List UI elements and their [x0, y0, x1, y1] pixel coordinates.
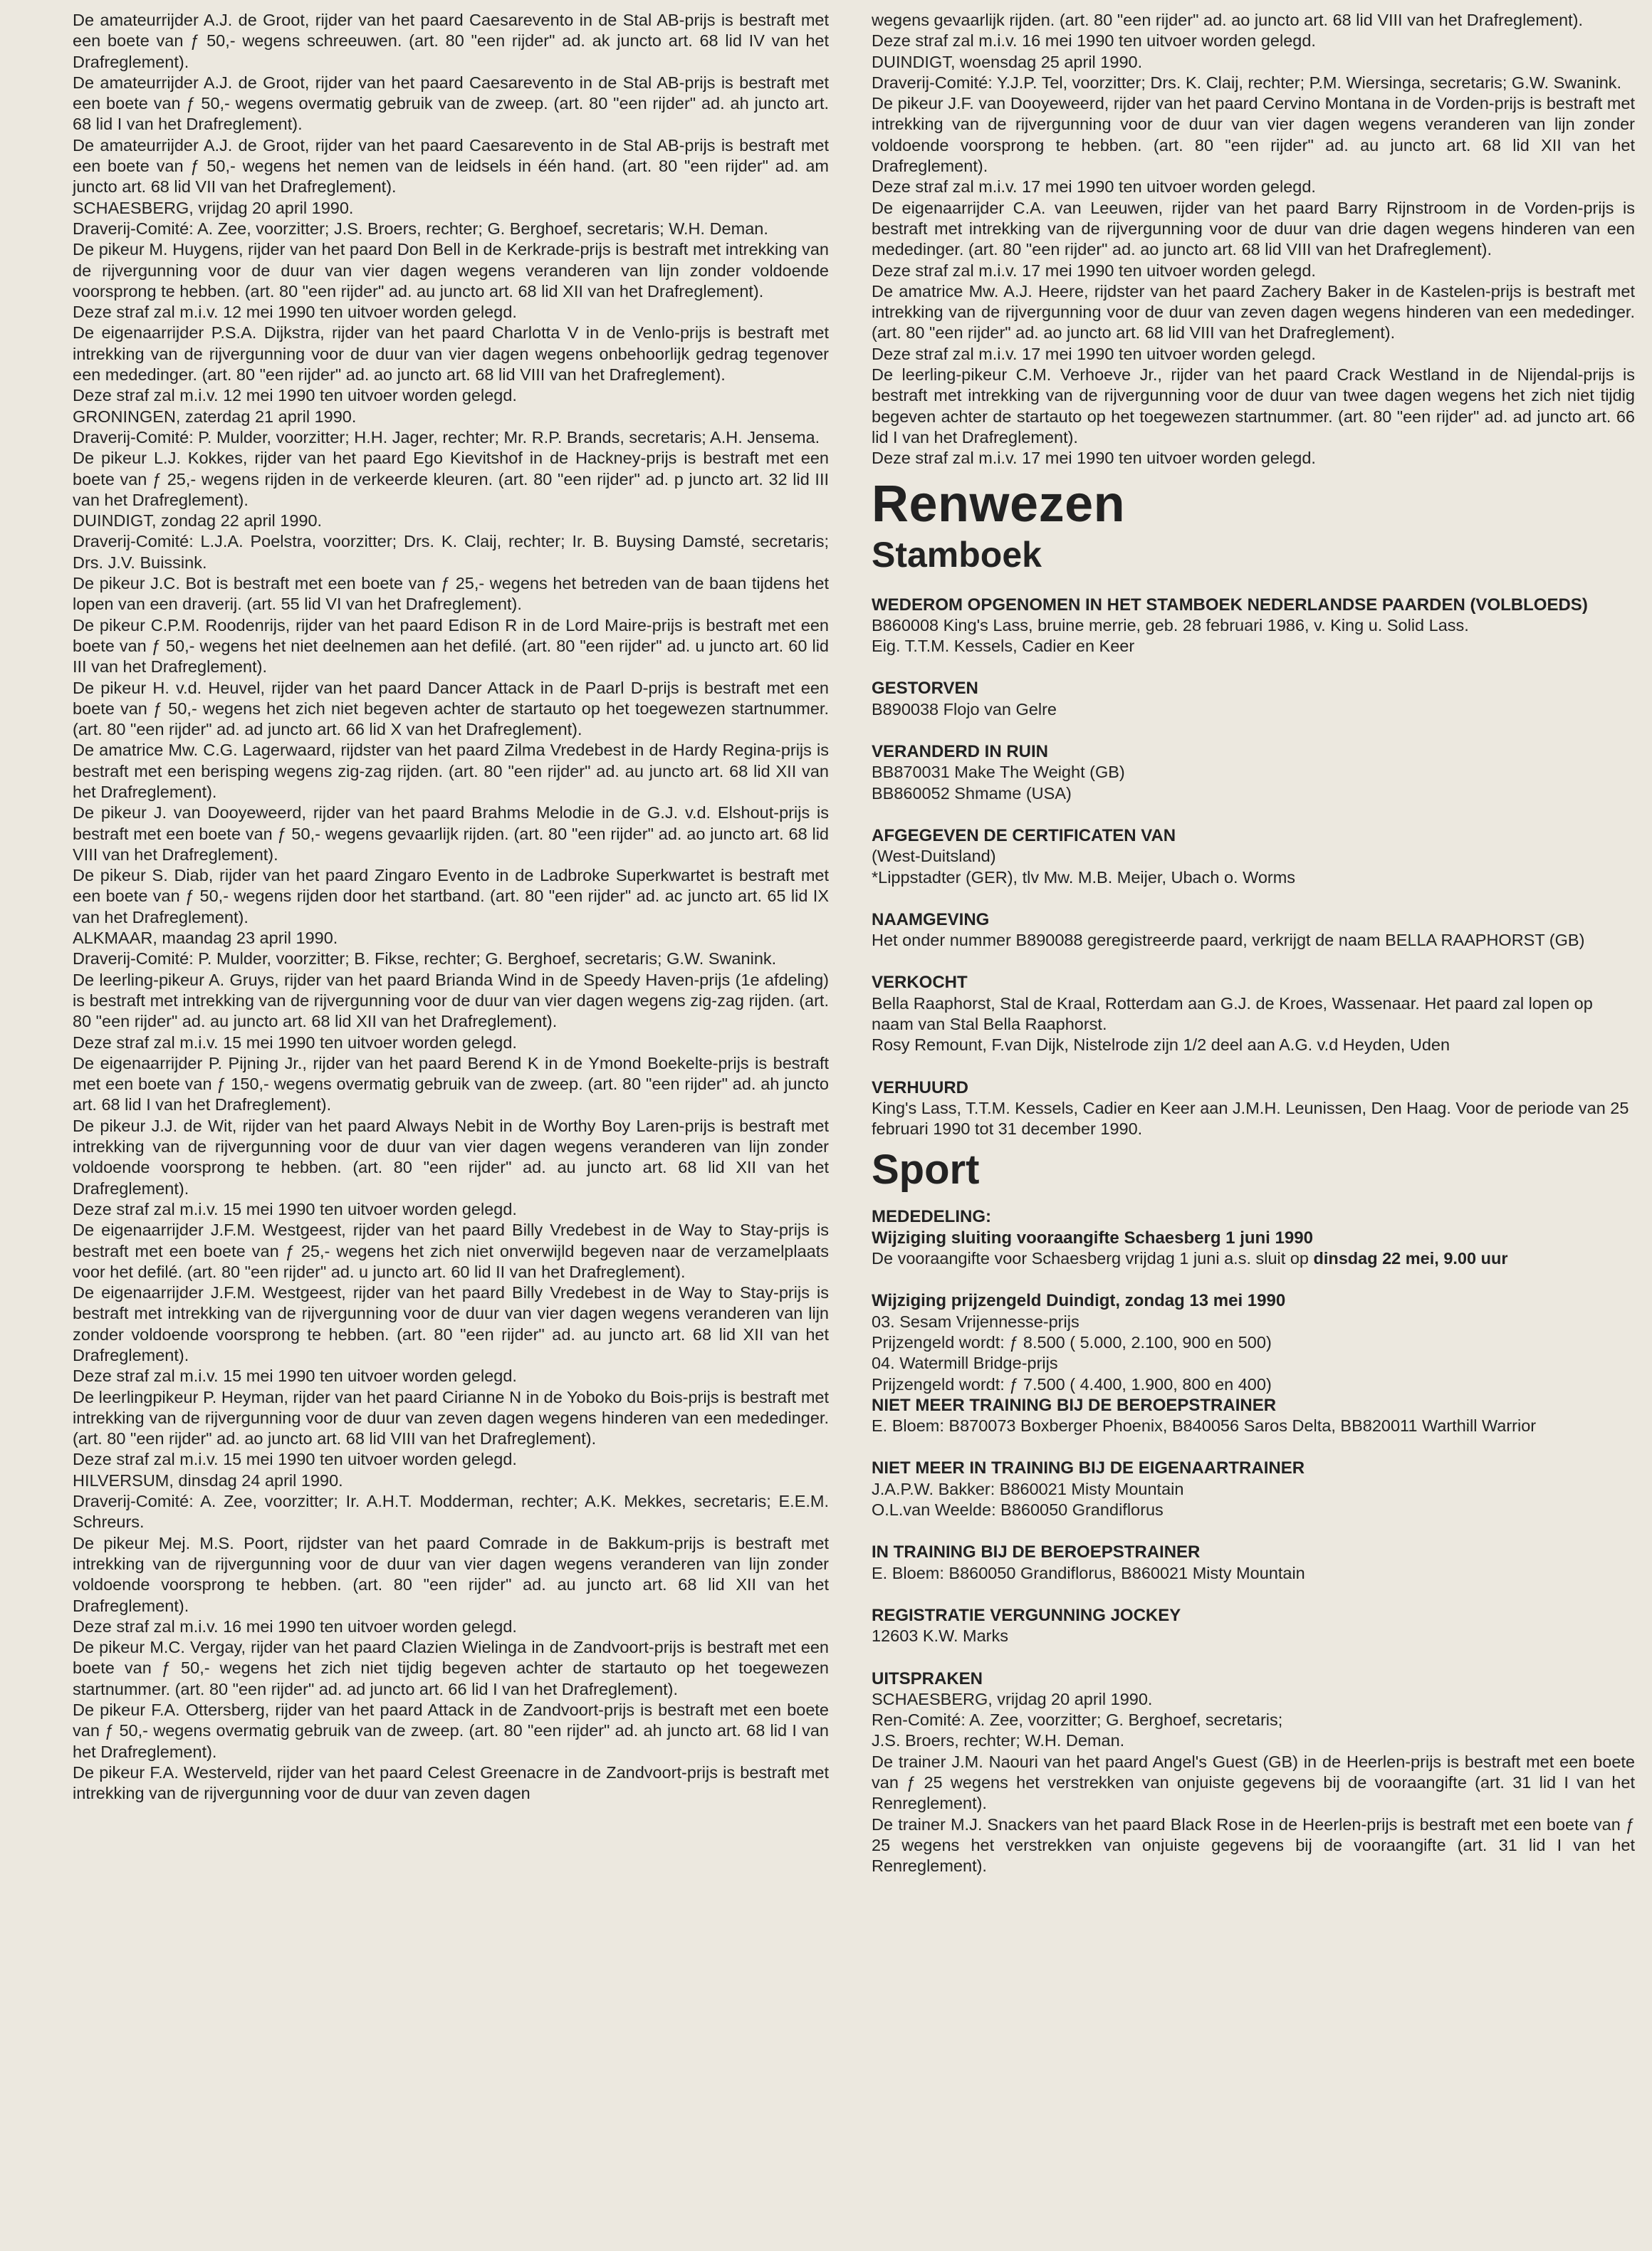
- paragraph: De amateurrijder A.J. de Groot, rijder van het paard Caesarevento in de Stal AB-prijs is bestraft met een boete van ƒ 50,- wegens overmatig gebruik van de zweep. (art. 80 "een rijder" ad. ah juncto art. 68 lid I van het Drafreglement).: [73, 73, 829, 134]
- paragraph: De pikeur C.P.M. Roodenrijs, rijder van het paard Edison R in de Lord Maire-prijs is bestraft met een boete van ƒ 50,- wegens het niet deelnemen aan het defilé. (art. 80 "een rijder" ad. u juncto art. 60 lid III van het Drafreglement).: [73, 615, 829, 677]
- line-text: De vooraangifte voor Schaesberg vrijdag 1 juni a.s. sluit op: [872, 1249, 1314, 1268]
- paragraph: De pikeur F.A. Ottersberg, rijder van het paard Attack in de Zandvoort-prijs is bestraft met een boete van ƒ 50,- wegens overmatig gebruik van de zweep. (art. 80 "een rijder" ad. ah juncto art. 68 lid I van het Drafreglement).: [73, 1701, 829, 1761]
- paragraph: Deze straf zal m.i.v. 15 mei 1990 ten uitvoer worden gelegd.: [73, 1199, 517, 1218]
- section-line: De trainer M.J. Snackers van het paard Black Rose in de Heerlen-prijs is bestraft met een boete van ƒ 25 wegens het verstrekken van onjuiste gegevens bij de vooraangifte (art. 31 lid I van het Renreglement).: [872, 1814, 1635, 1876]
- paragraph: De leerling-pikeur A. Gruys, rijder van het paard Brianda Wind in de Speedy Haven-prijs (1e afdeling) is bestraft met intrekking van de rijvergunning voor de duur van vier dagen wegens zig-zag rijden. (art. 80 "een rijder" ad. au juncto art. 68 lid XII van het Drafreglement).: [73, 970, 829, 1031]
- section-line: 03. Sesam Vrijennesse-prijs: [872, 1312, 1079, 1331]
- sport-mededeling: [872, 1206, 1635, 1269]
- paragraph: Deze straf zal m.i.v. 15 mei 1990 ten uitvoer worden gelegd.: [73, 1450, 517, 1469]
- section-heading: REGISTRATIE VERGUNNING JOCKEY: [872, 1605, 1181, 1625]
- section-line: J.S. Broers, rechter; W.H. Deman.: [872, 1731, 1125, 1750]
- stamboek-section: [872, 909, 1635, 951]
- paragraph: De leerling-pikeur C.M. Verhoeve Jr., rijder van het paard Crack Westland in de Nijendal-prijs is bestraft met intrekking van de rijvergunning voor de duur van twee dagen wegens het zich niet tijdig begeven achter de startauto op het toegewezen startnummer. (art. 80 "een rijder" ad. ad juncto art. 66 lid I van het Drafreglement).: [872, 365, 1635, 446]
- paragraph: De amatrice Mw. A.J. Heere, rijdster van het paard Zachery Baker in de Kastelen-prijs is bestraft met intrekking van de rijvergunning voor de duur van zeven dagen wegens hinderen van een mededinger. (art. 80 "een rijder" ad. ao juncto art. 68 lid VIII van het Drafreglement).: [872, 281, 1635, 343]
- paragraph: De pikeur M. Huygens, rijder van het paard Don Bell in de Kerkrade-prijs is bestraft met intrekking van de rijvergunning voor de duur van vier dagen wegens veranderen van lijn zonder voldoende voorsprong te hebben. (art. 80 "een rijder" ad. au juncto art. 68 lid XII van het Drafreglement).: [73, 240, 829, 301]
- paragraph: Deze straf zal m.i.v. 17 mei 1990 ten uitvoer worden gelegd.: [872, 449, 1316, 468]
- paragraph: De pikeur S. Diab, rijder van het paard Zingaro Evento in de Ladbroke Superkwartet is bestraft met een boete van ƒ 50,- wegens rijden door het startband. (art. 80 "een rijder" ad. ac juncto art. 65 lid IX van het Drafreglement).: [73, 866, 829, 926]
- paragraph: De pikeur J.F. van Dooyeweerd, rijder van het paard Cervino Montana in de Vorden-prijs is bestraft met intrekking van de rijvergunning voor de duur van vier dagen wegens veranderen van lijn zonder voldoende voorsprong te hebben. (art. 80 "een rijder" ad. au juncto art. 68 lid XII van het Drafreglement).: [872, 94, 1635, 176]
- paragraph: ALKMAAR, maandag 23 april 1990.: [73, 929, 338, 948]
- paragraph: De leerlingpikeur P. Heyman, rijder van het paard Cirianne N in de Yoboko du Bois-prijs is bestraft met intrekking van de rijvergunning voor de duur van zeven dagen wegens hinderen van een mededinger. (art. 80 "een rijder" ad. ao juncto art. 68 lid VIII van het Drafreglement).: [73, 1387, 829, 1448]
- sport-section: [872, 1458, 1635, 1520]
- paragraph: De eigenaarrijder C.A. van Leeuwen, rijder van het paard Barry Rijnstroom in de Vorden-prijs is bestraft met intrekking van de rijvergunning voor de duur van drie dagen wegens hinderen van een mededinger. (art. 80 "een rijder" ad. ao juncto art. 68 lid VIII van het Drafreglement).: [872, 198, 1635, 259]
- paragraph: De eigenaarrijder J.F.M. Westgeest, rijder van het paard Billy Vredebest in de Way to Stay-prijs is bestraft met intrekking van de rijvergunning voor de duur van vier dagen wegens veranderen van lijn zonder voldoende voorsprong te hebben. (art. 80 "een rijder" ad. au juncto art. 68 lid XII van het Drafreglement).: [73, 1283, 829, 1364]
- section-heading: NIET MEER TRAINING BIJ DE BEROEPSTRAINER: [872, 1395, 1277, 1415]
- paragraph: Deze straf zal m.i.v. 15 mei 1990 ten uitvoer worden gelegd.: [73, 1033, 517, 1052]
- paragraph: GRONINGEN, zaterdag 21 april 1990.: [73, 407, 357, 426]
- section-heading: NAAMGEVING: [872, 909, 990, 929]
- paragraph: De pikeur M.C. Vergay, rijder van het paard Clazien Wielinga in de Zandvoort-prijs is bestraft met een boete van ƒ 50,- wegens het zich niet tijdig begeven achter de startauto op het toegewezen startnummer. (art. 80 "een rijder" ad. ad juncto art. 66 lid I van het Drafreglement).: [73, 1638, 829, 1698]
- section-line: E. Bloem: B870073 Boxberger Phoenix, B840056 Saros Delta, BB820011 Warthill Warrior: [872, 1416, 1537, 1436]
- section-line: Prijzengeld wordt: ƒ 7.500 ( 4.400, 1.900, 800 en 400): [872, 1374, 1272, 1394]
- section-line: Bella Raaphorst, Stal de Kraal, Rotterdam aan G.J. de Kroes, Wassenaar. Het paard zal lopen op naam van Stal Bella Raaphorst.: [872, 993, 1593, 1033]
- stamboek-section: [872, 741, 1635, 804]
- stamboek-section: [872, 1077, 1635, 1140]
- section-line: J.A.P.W. Bakker: B860021 Misty Mountain: [872, 1479, 1184, 1498]
- section-heading: MEDEDELING:: [872, 1207, 991, 1227]
- paragraph: Deze straf zal m.i.v. 17 mei 1990 ten uitvoer worden gelegd.: [872, 344, 1316, 363]
- left-column: [73, 10, 829, 1805]
- section-line: [872, 1248, 1635, 1269]
- paragraph: wegens gevaarlijk rijden. (art. 80 "een rijder" ad. ao juncto art. 68 lid VIII van het Drafreglement).: [872, 11, 1583, 29]
- sport-section: [872, 1605, 1635, 1647]
- section-line: BB870031 Make The Weight (GB): [872, 763, 1125, 782]
- section-line: O.L.van Weelde: B860050 Grandiflorus: [872, 1500, 1164, 1520]
- right-column: [872, 10, 1635, 1876]
- paragraph: DUINDIGT, woensdag 25 april 1990.: [872, 52, 1143, 71]
- section-line: 04. Watermill Bridge-prijs: [872, 1354, 1058, 1373]
- paragraph: Deze straf zal m.i.v. 16 mei 1990 ten uitvoer worden gelegd.: [872, 31, 1316, 51]
- paragraph: De amateurrijder A.J. de Groot, rijder van het paard Caesarevento in de Stal AB-prijs is bestraft met een boete van ƒ 50,- wegens schreeuwen. (art. 80 "een rijder" ad. ak juncto art. 68 lid IV van het Drafreglement).: [73, 11, 829, 71]
- paragraph: Draverij-Comité: P. Mulder, voorzitter; H.H. Jager, rechter; Mr. R.P. Brands, secretaris; A.H. Jensema.: [73, 427, 820, 446]
- section-line: 12603 K.W. Marks: [872, 1626, 1008, 1646]
- paragraph: De pikeur H. v.d. Heuvel, rijder van het paard Dancer Attack in de Paarl D-prijs is bestraft met een boete van ƒ 50,- wegens het zich niet begeven achter de startauto op het toegewezen startnummer. (art. 80 "een rijder" ad. ad juncto art. 66 lid X van het Drafreglement).: [73, 678, 829, 739]
- paragraph: De pikeur J. van Dooyeweerd, rijder van het paard Brahms Melodie in de G.J. v.d. Elshout-prijs is bestraft met een boete van ƒ 50,- wegens gevaarlijk rijden. (art. 80 "een rijder" ad. ao juncto art. 68 lid VIII van het Drafreglement).: [73, 803, 829, 864]
- stamboek-heading: Stamboek: [872, 534, 1042, 575]
- paragraph: Draverij-Comité: P. Mulder, voorzitter; B. Fikse, rechter; G. Berghoef, secretaris; G.W. Swanink.: [73, 949, 777, 968]
- section-subheading: Wijziging sluiting vooraangifte Schaesberg 1 juni 1990: [872, 1228, 1313, 1248]
- section-line: B860008 King's Lass, bruine merrie, geb. 28 februari 1986, v. King u. Solid Lass.: [872, 615, 1469, 634]
- paragraph: De eigenaarrijder P.S.A. Dijkstra, rijder van het paard Charlotta V in de Venlo-prijs is bestraft met intrekking van de rijvergunning voor de duur van vier dagen wegens onbehoorlijk gedrag tegenover een mededinger. (art. 80 "een rijder" ad. ao juncto art. 68 lid VIII van het Drafreglement).: [73, 323, 829, 385]
- section-line: King's Lass, T.T.M. Kessels, Cadier en Keer aan J.M.H. Leunissen, Den Haag. Voor de periode van 25 februari 1990 tot 31 december 1990.: [872, 1098, 1629, 1139]
- paragraph: De pikeur J.J. de Wit, rijder van het paard Always Nebit in de Worthy Boy Laren-prijs is bestraft met intrekking van de rijvergunning voor de duur van vier dagen wegens veranderen van lijn zonder voldoende voorsprong te hebben. (art. 80 "een rijder" ad. au juncto art. 68 lid XII van het Drafreglement).: [73, 1116, 829, 1198]
- paragraph: De pikeur L.J. Kokkes, rijder van het paard Ego Kievitshof in de Hackney-prijs is bestraft met een boete van ƒ 25,- wegens rijden in de verkeerde kleuren. (art. 80 "een rijder" ad. p juncto art. 32 lid III van het Drafreglement).: [73, 449, 829, 509]
- section-line: (West-Duitsland): [872, 847, 996, 866]
- paragraph: Deze straf zal m.i.v. 12 mei 1990 ten uitvoer worden gelegd.: [73, 386, 517, 405]
- section-line: Eig. T.T.M. Kessels, Cadier en Keer: [872, 637, 1135, 656]
- paragraph: Draverij-Comité: A. Zee, voorzitter; Ir. A.H.T. Modderman, rechter; A.K. Mekkes, secretaris; E.E.M. Schreurs.: [73, 1492, 829, 1532]
- section-heading: Wijziging prijzengeld Duindigt, zondag 13 mei 1990: [872, 1291, 1286, 1311]
- sport-prijzengeld: [872, 1290, 1635, 1394]
- renwezen-heading: Renwezen: [872, 475, 1126, 533]
- section-line: Het onder nummer B890088 geregistreerde paard, verkrijgt de naam BELLA RAAPHORST (GB): [872, 931, 1585, 950]
- paragraph: Deze straf zal m.i.v. 16 mei 1990 ten uitvoer worden gelegd.: [73, 1617, 517, 1636]
- paragraph: De amateurrijder A.J. de Groot, rijder van het paard Caesarevento in de Stal AB-prijs is bestraft met een boete van ƒ 50,- wegens het nemen van de leidsels in één hand. (art. 80 "een rijder" ad. am juncto art. 68 lid VII van het Drafreglement).: [73, 135, 829, 197]
- section-heading: NIET MEER IN TRAINING BIJ DE EIGENAARTRAINER: [872, 1458, 1305, 1478]
- stamboek-section: [872, 595, 1635, 657]
- section-heading: VERANDERD IN RUIN: [872, 742, 1049, 762]
- stamboek-section: [872, 825, 1635, 888]
- section-line: B890038 Flojo van Gelre: [872, 699, 1057, 719]
- paragraph: Draverij-Comité: L.J.A. Poelstra, voorzitter; Drs. K. Claij, rechter; Ir. B. Buysing Damsté, secretaris; Drs. J.V. Buissink.: [73, 532, 829, 572]
- sport-heading: Sport: [872, 1147, 980, 1194]
- line-bold-text: dinsdag 22 mei, 9.00 uur: [1313, 1249, 1508, 1268]
- section-heading: VERKOCHT: [872, 973, 968, 993]
- paragraph: Deze straf zal m.i.v. 17 mei 1990 ten uitvoer worden gelegd.: [872, 177, 1316, 197]
- paragraph: SCHAESBERG, vrijdag 20 april 1990.: [73, 198, 354, 217]
- paragraph: De pikeur F.A. Westerveld, rijder van het paard Celest Greenacre in de Zandvoort-prijs is bestraft met intrekking van de rijvergunning voor de duur van zeven dagen: [73, 1762, 829, 1803]
- paragraph: Deze straf zal m.i.v. 12 mei 1990 ten uitvoer worden gelegd.: [73, 303, 517, 322]
- paragraph: De amatrice Mw. C.G. Lagerwaard, rijdster van het paard Zilma Vredebest in de Hardy Regina-prijs is bestraft met een berisping wegens zig-zag rijden. (art. 80 "een rijder" ad. au juncto art. 68 lid XII van het Drafreglement).: [73, 741, 829, 801]
- paragraph: Deze straf zal m.i.v. 15 mei 1990 ten uitvoer worden gelegd.: [73, 1367, 517, 1386]
- section-line: De trainer J.M. Naouri van het paard Angel's Guest (GB) in de Heerlen-prijs is bestraft met een boete van ƒ 25 wegens het verstrekken van onjuiste gegevens bij de vooraangifte (art. 31 lid I van het Renreglement).: [872, 1752, 1635, 1813]
- stamboek-section: [872, 678, 1635, 720]
- paragraph: HILVERSUM, dinsdag 24 april 1990.: [73, 1471, 343, 1490]
- section-heading: WEDEROM OPGENOMEN IN HET STAMBOEK NEDERLANDSE PAARDEN (VOLBLOEDS): [872, 595, 1588, 615]
- section-heading: IN TRAINING BIJ DE BEROEPSTRAINER: [872, 1542, 1201, 1562]
- section-line: BB860052 Shmame (USA): [872, 783, 1072, 803]
- section-line: Rosy Remount, F.van Dijk, Nistelrode zijn 1/2 deel aan A.G. v.d Heyden, Uden: [872, 1035, 1450, 1055]
- section-heading: VERHUURD: [872, 1077, 969, 1097]
- paragraph: Draverij-Comité: A. Zee, voorzitter; J.S. Broers, rechter; G. Berghoef, secretaris; W.H. Deman.: [73, 219, 768, 238]
- paragraph: Draverij-Comité: Y.J.P. Tel, voorzitter; Drs. K. Claij, rechter; P.M. Wiersinga, secretaris; G.W. Swanink.: [872, 73, 1622, 92]
- stamboek-section: [872, 972, 1635, 1055]
- section-line: *Lippstadter (GER), tlv Mw. M.B. Meijer, Ubach o. Worms: [872, 867, 1296, 887]
- section-heading: GESTORVEN: [872, 679, 978, 699]
- section-heading: UITSPRAKEN: [872, 1668, 983, 1688]
- section-line: Prijzengeld wordt: ƒ 8.500 ( 5.000, 2.100, 900 en 500): [872, 1332, 1272, 1352]
- paragraph: De pikeur Mej. M.S. Poort, rijdster van het paard Comrade in de Bakkum-prijs is bestraft met intrekking van de rijvergunning voor de duur van vier dagen wegens veranderen van lijn zonder voldoende voorsprong te hebben. (art. 80 "een rijder" ad. au juncto art. 68 lid XII van het Drafreglement).: [73, 1533, 829, 1615]
- paragraph: De eigenaarrijder P. Pijning Jr., rijder van het paard Berend K in de Ymond Boekelte-prijs is bestraft met een boete van ƒ 150,- wegens overmatig gebruik van de zweep. (art. 80 "een rijder" ad. ah juncto art. 68 lid I van het Drafreglement).: [73, 1053, 829, 1114]
- sport-section: [872, 1668, 1635, 1877]
- section-line: Ren-Comité: A. Zee, voorzitter; G. Berghoef, secretaris;: [872, 1711, 1283, 1730]
- section-line: E. Bloem: B860050 Grandiflorus, B860021 Misty Mountain: [872, 1563, 1305, 1582]
- paragraph: De eigenaarrijder J.F.M. Westgeest, rijder van het paard Billy Vredebest in de Way to Stay-prijs is bestraft met een boete van ƒ 25,- wegens het zich niet onverwijld begeven naar de verzamelplaats voor het defilé. (art. 80 "een rijder" ad. u juncto art. 60 lid II van het Drafreglement).: [73, 1221, 829, 1281]
- paragraph: Deze straf zal m.i.v. 17 mei 1990 ten uitvoer worden gelegd.: [872, 261, 1316, 280]
- sport-section: [872, 1542, 1635, 1584]
- sport-section: [872, 1395, 1635, 1437]
- paragraph: De pikeur J.C. Bot is bestraft met een boete van ƒ 25,- wegens het betreden van de baan tijdens het lopen van een draverij. (art. 55 lid VI van het Drafreglement).: [73, 574, 829, 614]
- paragraph: DUINDIGT, zondag 22 april 1990.: [73, 511, 323, 531]
- section-line: SCHAESBERG, vrijdag 20 april 1990.: [872, 1689, 1153, 1708]
- section-heading: AFGEGEVEN DE CERTIFICATEN VAN: [872, 825, 1176, 845]
